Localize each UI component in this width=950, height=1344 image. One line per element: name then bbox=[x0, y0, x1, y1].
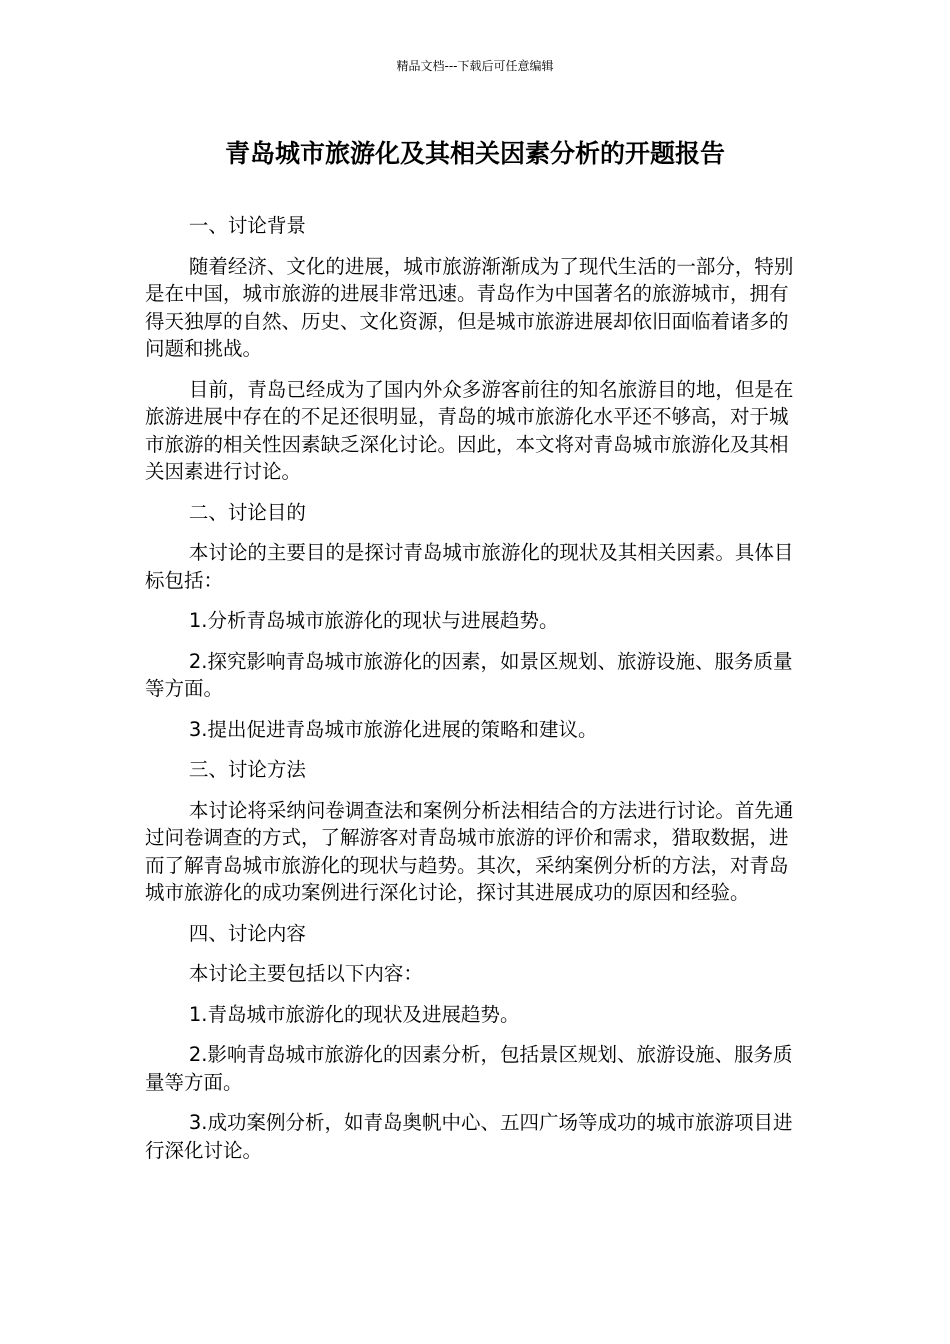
section-heading-background: 一、讨论背景 bbox=[188, 214, 306, 237]
section-heading-method: 三、讨论方法 bbox=[188, 758, 306, 781]
document-title: 青岛城市旅游化及其相关因素分析的开题报告 bbox=[224, 139, 725, 168]
section-heading-purpose: 二、讨论目的 bbox=[188, 500, 306, 524]
list-item: 3.成功案例分析，如青岛奥帆中心、五四广场等成功的城市旅游项目进行深化讨论。 bbox=[145, 1111, 793, 1162]
header-note: 精品文档---下载后可任意编辑 bbox=[396, 59, 554, 73]
list-item: 1.分析青岛城市旅游化的现状与进展趋势。 bbox=[188, 609, 559, 632]
list-item: 3.提出促进青岛城市旅游化进展的策略和建议。 bbox=[188, 717, 598, 741]
document-body bbox=[145, 212, 795, 1177]
list-item: 2.影响青岛城市旅游化的因素分析，包括景区规划、旅游设施、服务质量等方面。 bbox=[145, 1043, 793, 1094]
list-item: 1.青岛城市旅游化的现状及进展趋势。 bbox=[188, 1002, 520, 1026]
section-heading-content: 四、讨论内容 bbox=[188, 921, 306, 945]
body-paragraph: 目前，青岛已经成为了国内外众多游客前往的知名旅游目的地，但是在旅游进展中存在的不足还很明显，青岛的城市旅游化水平还不够高，对于城市旅游的相关性因素缺乏深化讨论。因此，本文将对青岛城市旅游化及其相关因素进行讨论。 bbox=[145, 377, 794, 483]
list-item: 2.探究影响青岛城市旅游化的因素，如景区规划、旅游设施、服务质量等方面。 bbox=[145, 649, 793, 700]
body-paragraph: 本讨论将采纳问卷调查法和案例分析法相结合的方法进行讨论。首先通过问卷调查的方式，了解游客对青岛城市旅游的评价和需求，猎取数据，进而了解青岛城市旅游化的现状与趋势。其次，采纳案例分析的方法，对青岛城市旅游化的成功案例进行深化讨论，探讨其进展成功的原因和经验。 bbox=[145, 798, 794, 904]
body-paragraph: 本讨论主要包括以下内容： bbox=[188, 962, 423, 985]
body-paragraph: 本讨论的主要目的是探讨青岛城市旅游化的现状及其相关因素。具体目标包括： bbox=[145, 541, 794, 592]
body-paragraph: 随着经济、文化的进展，城市旅游渐渐成为了现代生活的一部分，特别是在中国，城市旅游的进展非常迅速。青岛作为中国著名的旅游城市，拥有得天独厚的自然、历史、文化资源，但是城市旅游进展却依旧面临着诸多的问题和挑战。 bbox=[145, 254, 794, 360]
